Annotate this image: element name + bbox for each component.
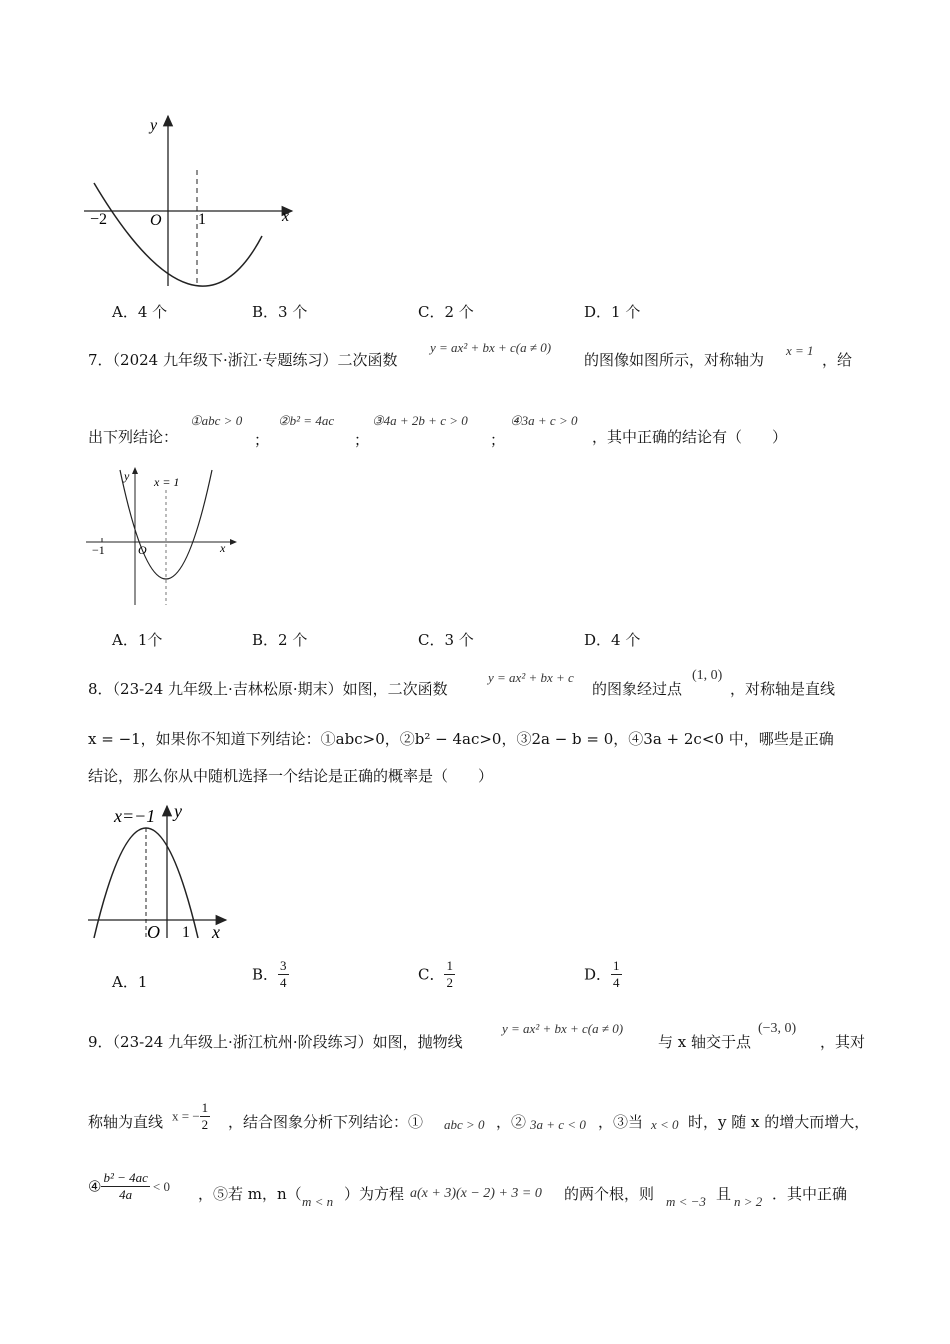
q9-conclusion-4-fraction	[101, 1170, 149, 1203]
q8-mid-text: 的图象经过点	[592, 680, 683, 698]
x-axis-label: x	[220, 541, 226, 555]
q9-line2-d: ，③当	[598, 1113, 644, 1131]
q6-parabola-graph	[80, 108, 310, 293]
q8-point: (1, 0)	[692, 668, 723, 683]
fraction-denominator: 4a	[119, 1187, 133, 1202]
q9-conclusion-3: x < 0	[651, 1117, 679, 1132]
q9-end-text: ，其对	[820, 1033, 866, 1051]
axis-label: x=−1	[114, 806, 156, 826]
q9-line3-c: 的两个根，则	[564, 1185, 655, 1203]
q9-line3-d: 且	[716, 1185, 732, 1203]
axis-label: x = 1	[154, 475, 180, 489]
fraction-numerator: b² − 4ac	[103, 1170, 148, 1185]
q7-axis: x = 1	[786, 343, 814, 358]
q8-source: （23-24 九年级上·吉林松原·期末）如图，二次函数	[112, 680, 448, 698]
q9-point: (−3, 0)	[758, 1021, 797, 1036]
origin-label: O	[147, 922, 160, 942]
q7-number: 7．	[88, 351, 113, 369]
q7-line2-prefix: 出下列结论：	[88, 428, 179, 446]
q9-mid-text: 与 x 轴交于点	[658, 1033, 751, 1051]
q9-axis-fraction	[200, 1100, 211, 1133]
q7-sep-3: ；	[490, 431, 506, 449]
q6-option-a[interactable]: A．4 个	[112, 303, 168, 321]
q9-line3-b: ）为方程	[344, 1185, 405, 1203]
q7-source: （2024 九年级下·浙江·专题练习）二次函数	[112, 351, 398, 369]
fraction-denominator: 2	[201, 1117, 209, 1132]
fraction-numerator: 1	[446, 958, 453, 973]
q8-option-d-label: D．	[584, 965, 612, 984]
y-axis-label: y	[150, 117, 158, 134]
fraction-denominator: 4	[280, 975, 287, 990]
q7-sep-2: ；	[354, 431, 370, 449]
q6-option-c[interactable]: C．2 个	[418, 303, 474, 321]
q8-option-c[interactable]	[418, 958, 455, 991]
q8-option-d-fraction	[611, 958, 622, 991]
fraction-numerator: 1	[201, 1100, 209, 1115]
q8-function: y = ax² + bx + c	[488, 670, 574, 685]
root-label: −2	[90, 211, 108, 228]
q8-line1	[88, 679, 448, 699]
q7-conclusion-3: ③4a + 2b + c > 0	[372, 413, 468, 428]
q7-parabola-graph	[84, 460, 244, 610]
q7-sep-1: ；	[254, 431, 270, 449]
q9-conclusion-4-prefix: ④	[88, 1177, 102, 1196]
q8-number: 8．	[88, 680, 113, 698]
parabola-curve	[94, 183, 262, 286]
q8-option-b-label: B．	[252, 965, 279, 984]
q9-line2-e: 时，y 随 x 的增大而增大，	[688, 1113, 870, 1131]
q7-end-text: ，给	[822, 351, 853, 369]
origin-label: O	[150, 212, 162, 229]
q7-tail: ，其中正确的结论有（ ）	[592, 428, 788, 446]
q8-line3: 结论，那么你从中随机选择一个结论是正确的概率是（ ）	[88, 767, 494, 785]
q9-conclusion-4	[88, 1170, 170, 1203]
q9-axis	[172, 1100, 210, 1133]
q8-parabola-graph	[84, 800, 234, 945]
q9-line1	[88, 1032, 463, 1052]
q9-line2-c: ，②	[496, 1113, 527, 1131]
fraction-numerator: 3	[280, 958, 287, 973]
q7-option-b[interactable]: B．2 个	[252, 631, 308, 649]
q9-line2-b: ，结合图象分析下列结论：①	[228, 1113, 424, 1131]
q7-conclusion-1: ①abc > 0	[190, 413, 243, 428]
q9-line2-a: 称轴为直线	[88, 1113, 164, 1131]
tick-label: 1	[182, 924, 190, 941]
q9-equation: a(x + 3)(x − 2) + 3 = 0	[410, 1186, 542, 1201]
q9-function: y = ax² + bx + c(a ≠ 0)	[502, 1021, 624, 1036]
q6-option-b[interactable]: B．3 个	[252, 303, 308, 321]
q8-option-d[interactable]	[584, 958, 622, 991]
fraction-numerator: 1	[613, 958, 620, 973]
tick-label: 1	[198, 211, 206, 228]
q9-conclusion-4-relation: < 0	[152, 1178, 170, 1194]
q8-option-a[interactable]: A．1	[112, 973, 148, 991]
q9-conclusion-2: 3a + c < 0	[530, 1117, 586, 1132]
q8-option-b-fraction	[278, 958, 289, 991]
y-axis-label: y	[124, 469, 130, 483]
q9-conclusion-1: abc > 0	[444, 1117, 485, 1132]
fraction-denominator: 2	[446, 975, 453, 990]
q9-line3-e: ．其中正确	[772, 1185, 848, 1203]
q7-option-d[interactable]: D．4 个	[584, 631, 641, 649]
x-axis-label: x	[282, 208, 290, 225]
x-axis-label: x	[212, 922, 220, 942]
q8-option-c-fraction	[444, 958, 455, 991]
q7-conclusion-4: ④3a + c > 0	[510, 413, 578, 428]
q8-end-text: ，对称轴是直线	[730, 680, 836, 698]
y-axis-label: y	[174, 801, 182, 821]
q7-function: y = ax² + bx + c(a ≠ 0)	[430, 340, 552, 355]
origin-label: O	[138, 543, 147, 557]
q8-option-b[interactable]	[252, 958, 289, 991]
tick-label: −1	[92, 543, 105, 557]
q6-option-d[interactable]: D．1 个	[584, 303, 641, 321]
q7-option-c[interactable]: C．3 个	[418, 631, 474, 649]
q9-axis-prefix: x = −	[172, 1108, 200, 1124]
q8-line2: x = −1，如果你不知道下列结论：①abc>0，②b² − 4ac>0，③2a − b = 0，④3a + 2c<0 中，哪些是正确	[88, 730, 834, 748]
q9-number: 9．	[88, 1033, 113, 1051]
q9-root-2: n > 2	[734, 1194, 763, 1209]
q9-source: （23-24 九年级上·浙江杭州·阶段练习）如图，抛物线	[112, 1033, 463, 1051]
q7-line1	[88, 350, 398, 370]
q9-condition: m < n	[302, 1194, 334, 1209]
q7-mid-text: 的图像如图所示，对称轴为	[584, 351, 765, 369]
q9-root-1: m < −3	[666, 1194, 706, 1209]
q7-option-a[interactable]: A．1个	[112, 631, 163, 649]
q9-line3-a: ，⑤若 m，n（	[198, 1185, 302, 1203]
q7-conclusion-2: ②b² = 4ac	[278, 413, 335, 428]
q8-option-c-label: C．	[418, 965, 445, 984]
fraction-denominator: 4	[613, 975, 620, 990]
